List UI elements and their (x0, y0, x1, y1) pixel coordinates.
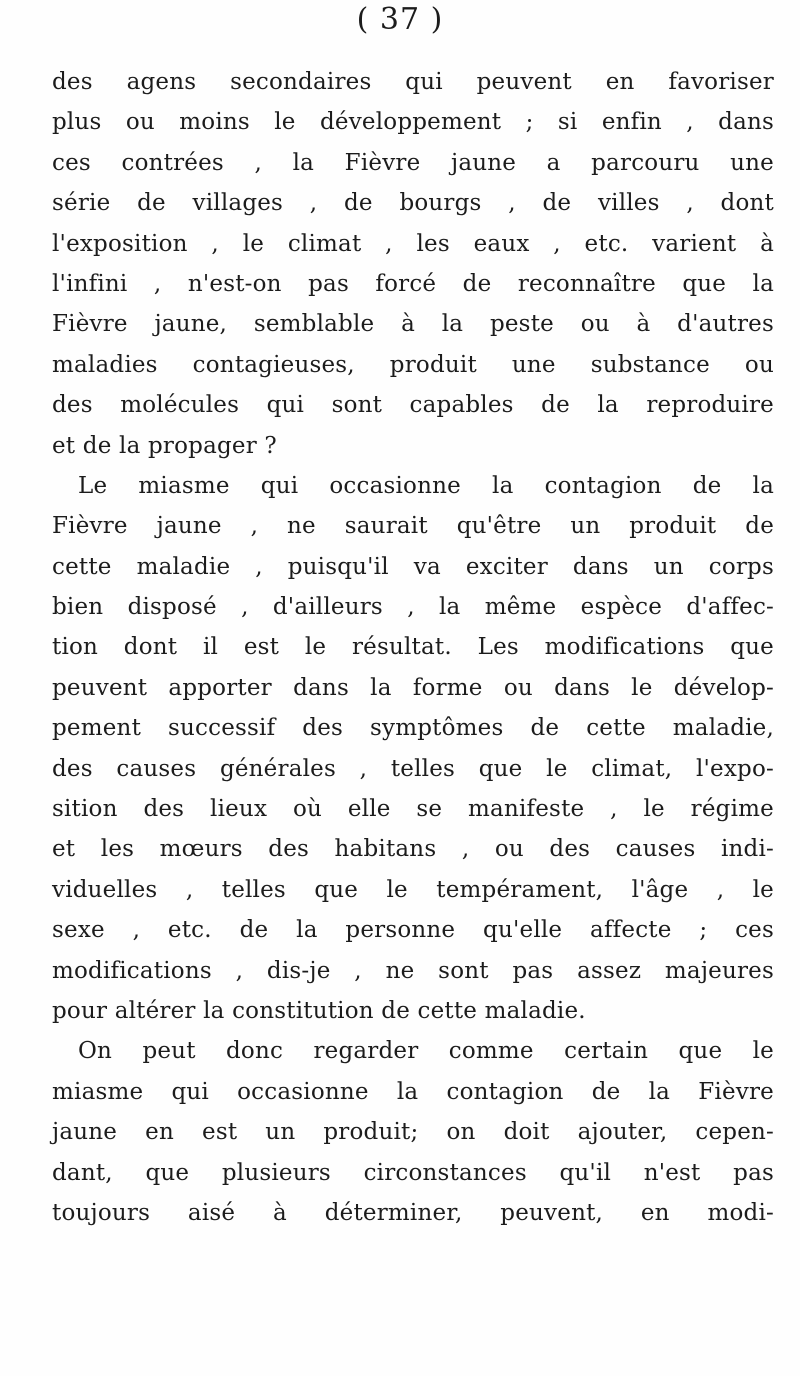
text-line: maladies contagieuses, produit une substance ou (52, 351, 774, 378)
paragraph-end-line: et de la propager ? (52, 432, 277, 459)
text-line: sexe , etc. de la personne qu'elle affecte ; ces (52, 917, 774, 944)
text-line: dant, que plusieurs circonstances qu'il n'est pas (52, 1159, 774, 1186)
text-line: l'exposition , le climat , les eaux , etc. varient à (52, 230, 774, 257)
text-line: cette maladie , puisqu'il va exciter dans un corps (52, 553, 774, 580)
page-number: ( 37 ) (356, 2, 444, 37)
text-line: ces contrées , la Fièvre jaune a parcouru une (52, 149, 774, 176)
text-line: jaune en est un produit; on doit ajouter, cepen- (52, 1119, 774, 1146)
text-line: série de villages , de bourgs , de villes , dont (52, 190, 774, 217)
paragraph-end-line: pour altérer la constitution de cette maladie. (52, 997, 586, 1024)
text-line: peuvent apporter dans la forme ou dans le dévelop- (52, 674, 774, 701)
text-line: plus ou moins le développement ; si enfin , dans (52, 109, 774, 136)
text-line: et les mœurs des habitans , ou des causes indi- (52, 836, 774, 863)
text-line: miasme qui occasionne la contagion de la Fièvre (52, 1078, 774, 1105)
text-line: Fièvre jaune , ne saurait qu'être un produit de (52, 513, 774, 540)
paragraph-start-line: On peut donc regarder comme certain que le (78, 1038, 774, 1065)
text-line: des agens secondaires qui peuvent en favoriser (52, 69, 774, 95)
text-line: modifications , dis-je , ne sont pas assez majeures (52, 957, 774, 984)
text-line: l'infini , n'est-on pas forcé de reconnaître que la (52, 270, 774, 297)
text-line: Fièvre jaune, semblable à la peste ou à d'autres (52, 311, 774, 338)
text-line: viduelles , telles que le tempérament, l'âge , le (52, 876, 774, 903)
text-line: sition des lieux où elle se manifeste , le régime (52, 796, 774, 823)
text-line: toujours aisé à déterminer, peuvent, en modi- (52, 1199, 774, 1226)
text-line: pement successif des symptômes de cette maladie, (52, 715, 774, 742)
text-line: des molécules qui sont capables de la reproduire (52, 392, 774, 419)
text-line: tion dont il est le résultat. Les modifications que (52, 634, 774, 661)
text-line: bien disposé , d'ailleurs , la même espèce d'affec- (52, 594, 774, 621)
paragraph-start-line: Le miasme qui occasionne la contagion de la (78, 472, 774, 499)
text-line: des causes générales , telles que le climat, l'expo- (52, 755, 774, 782)
body-text (52, 62, 774, 1233)
